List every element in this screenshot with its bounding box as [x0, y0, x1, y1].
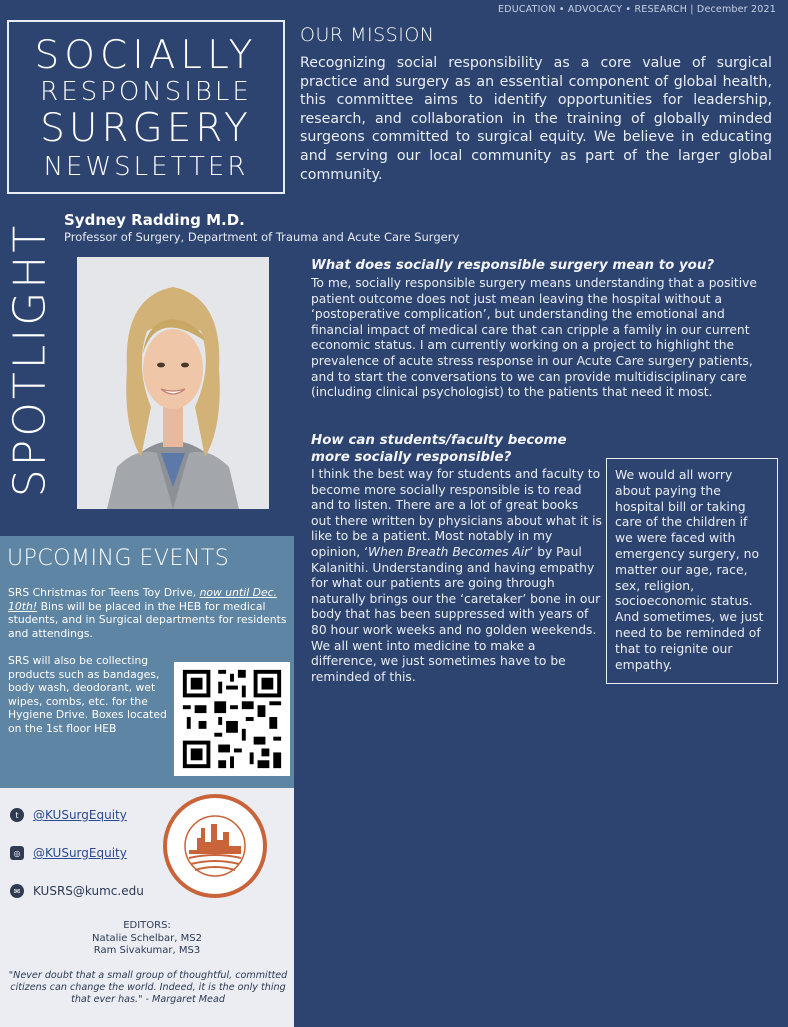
mission-heading: OUR MISSION — [300, 24, 435, 46]
instagram-row[interactable] — [10, 846, 127, 860]
qr-code[interactable] — [174, 662, 290, 776]
events-heading: UPCOMING EVENTS — [7, 546, 230, 571]
editor-1: Natalie Schelbar, MS2 — [92, 932, 202, 944]
instagram-handle-link[interactable]: @KUSurgEquity — [33, 846, 127, 860]
issue-tagline: EDUCATION • ADVOCACY • RESEARCH | December 2021 — [498, 4, 776, 15]
twitter-handle-link[interactable]: @KUSurgEquity — [33, 808, 127, 822]
editor-2: Ram Sivakumar, MS3 — [93, 945, 201, 956]
event-toy-drive-text-a: SRS Christmas for Teens Toy Drive, — [8, 586, 200, 599]
event-hygiene-drive: SRS will also be collecting products such as bandages, body wash, deodorant, wet wipes, combs, etc. for the Hygiene Drive. Boxes located on the 1st floor HEB — [8, 654, 167, 735]
portrait-illustration — [77, 257, 269, 509]
profile-photo — [77, 257, 269, 509]
email-row[interactable] — [10, 884, 144, 898]
twitter-row[interactable] — [10, 808, 127, 822]
question-2-line-1: How can students/faculty become — [311, 433, 567, 448]
editors-block — [0, 920, 294, 958]
question-1: What does socially responsible surgery mean to you? — [311, 258, 715, 273]
pull-quote-box: We would all worry about paying the hospital bill or taking care of the children if we were faced with emergency surgery, no matter our age, race, sex, religion, socioeconomic status. And sometimes, we just need to be reminded of that to reignite our empathy. — [606, 458, 778, 684]
answer-2-part-2: ’ by Paul Kalanithi. Understanding and having empathy for what our patients are going through naturally brings our the ‘caretaker’ bone in our body that has been suppressed with years of 80 hour work weeks and no golden weekends. We all went into medicine to make a difference, we just sometimes have to be reminded of this. — [311, 544, 601, 684]
title-line-2: RESPONSIBLE — [40, 77, 252, 107]
event-toy-drive-date-link[interactable]: now until Dec. 10th! — [8, 586, 277, 613]
email-address[interactable]: KUSRS@kumc.edu — [33, 884, 144, 898]
newsletter-title-box — [7, 20, 285, 194]
upcoming-events-panel — [0, 536, 294, 788]
answer-2 — [311, 467, 602, 685]
spotlight-vertical-label — [4, 210, 56, 510]
closing-quote: "Never doubt that a small group of thoughtful, committed citizens can change the world. Indeed, it is the only thing that ever has." - Margaret Mead — [8, 970, 288, 1005]
profile-position: Professor of Surgery, Department of Trauma and Acute Care Surgery — [64, 230, 460, 244]
spotlight-label-text: SPOTLIGHT — [4, 222, 56, 498]
event-toy-drive-text-b: Bins will be placed in the HEB for medical students, and in Surgical departments for residents and attendings. — [8, 599, 287, 640]
title-line-1: SOCIALLY — [34, 33, 258, 78]
profile-name: Sydney Radding M.D. — [64, 211, 245, 229]
mission-body: Recognizing social responsibility as a core value of surgical practice and surgery as an essential component of global health, this committee aims to identify opportunities for leadership, research, and collaboration in the training of globally minded surgeons committed to surgical equity. We believe in educating and serving our local community as part of the larger global community. — [300, 55, 772, 183]
srs-logo — [163, 794, 267, 898]
answer-2-part-1: I think the best way for students and faculty to become more socially responsible is to read and to listen. There are a lot of great books out there written by physicians about what it is like to be a patient. Most notably in my opinion, ‘ — [311, 467, 602, 559]
title-line-4: NEWSLETTER — [43, 152, 249, 182]
answer-1: To me, socially responsible surgery means understanding that a positive patient outcome does not just mean leaving the hospital without a ‘postoperative complication’, but understanding the emotional and financial impact of medical care that can cripple a family in our current economic status. I am currently working on a project to highlight the prevalence of acute stress response in our Acute Care surgery patients, and to start the conversations to we can provide multidisciplinary care (including clinical psychologist) to the patients that need it most. — [311, 276, 757, 400]
question-2-line-2: more socially responsible? — [311, 450, 512, 465]
instagram-icon: ◎ — [10, 846, 24, 860]
editors-heading: EDITORS: — [123, 920, 171, 931]
event-toy-drive — [8, 586, 292, 640]
book-title: When Breath Becomes Air — [368, 544, 530, 559]
qr-code-icon — [174, 662, 290, 776]
contact-panel — [0, 788, 294, 1027]
title-line-3: SURGERY — [40, 106, 252, 151]
email-icon: ✉ — [10, 884, 24, 898]
twitter-icon: t — [10, 808, 24, 822]
srs-logo-graphic — [167, 798, 263, 894]
